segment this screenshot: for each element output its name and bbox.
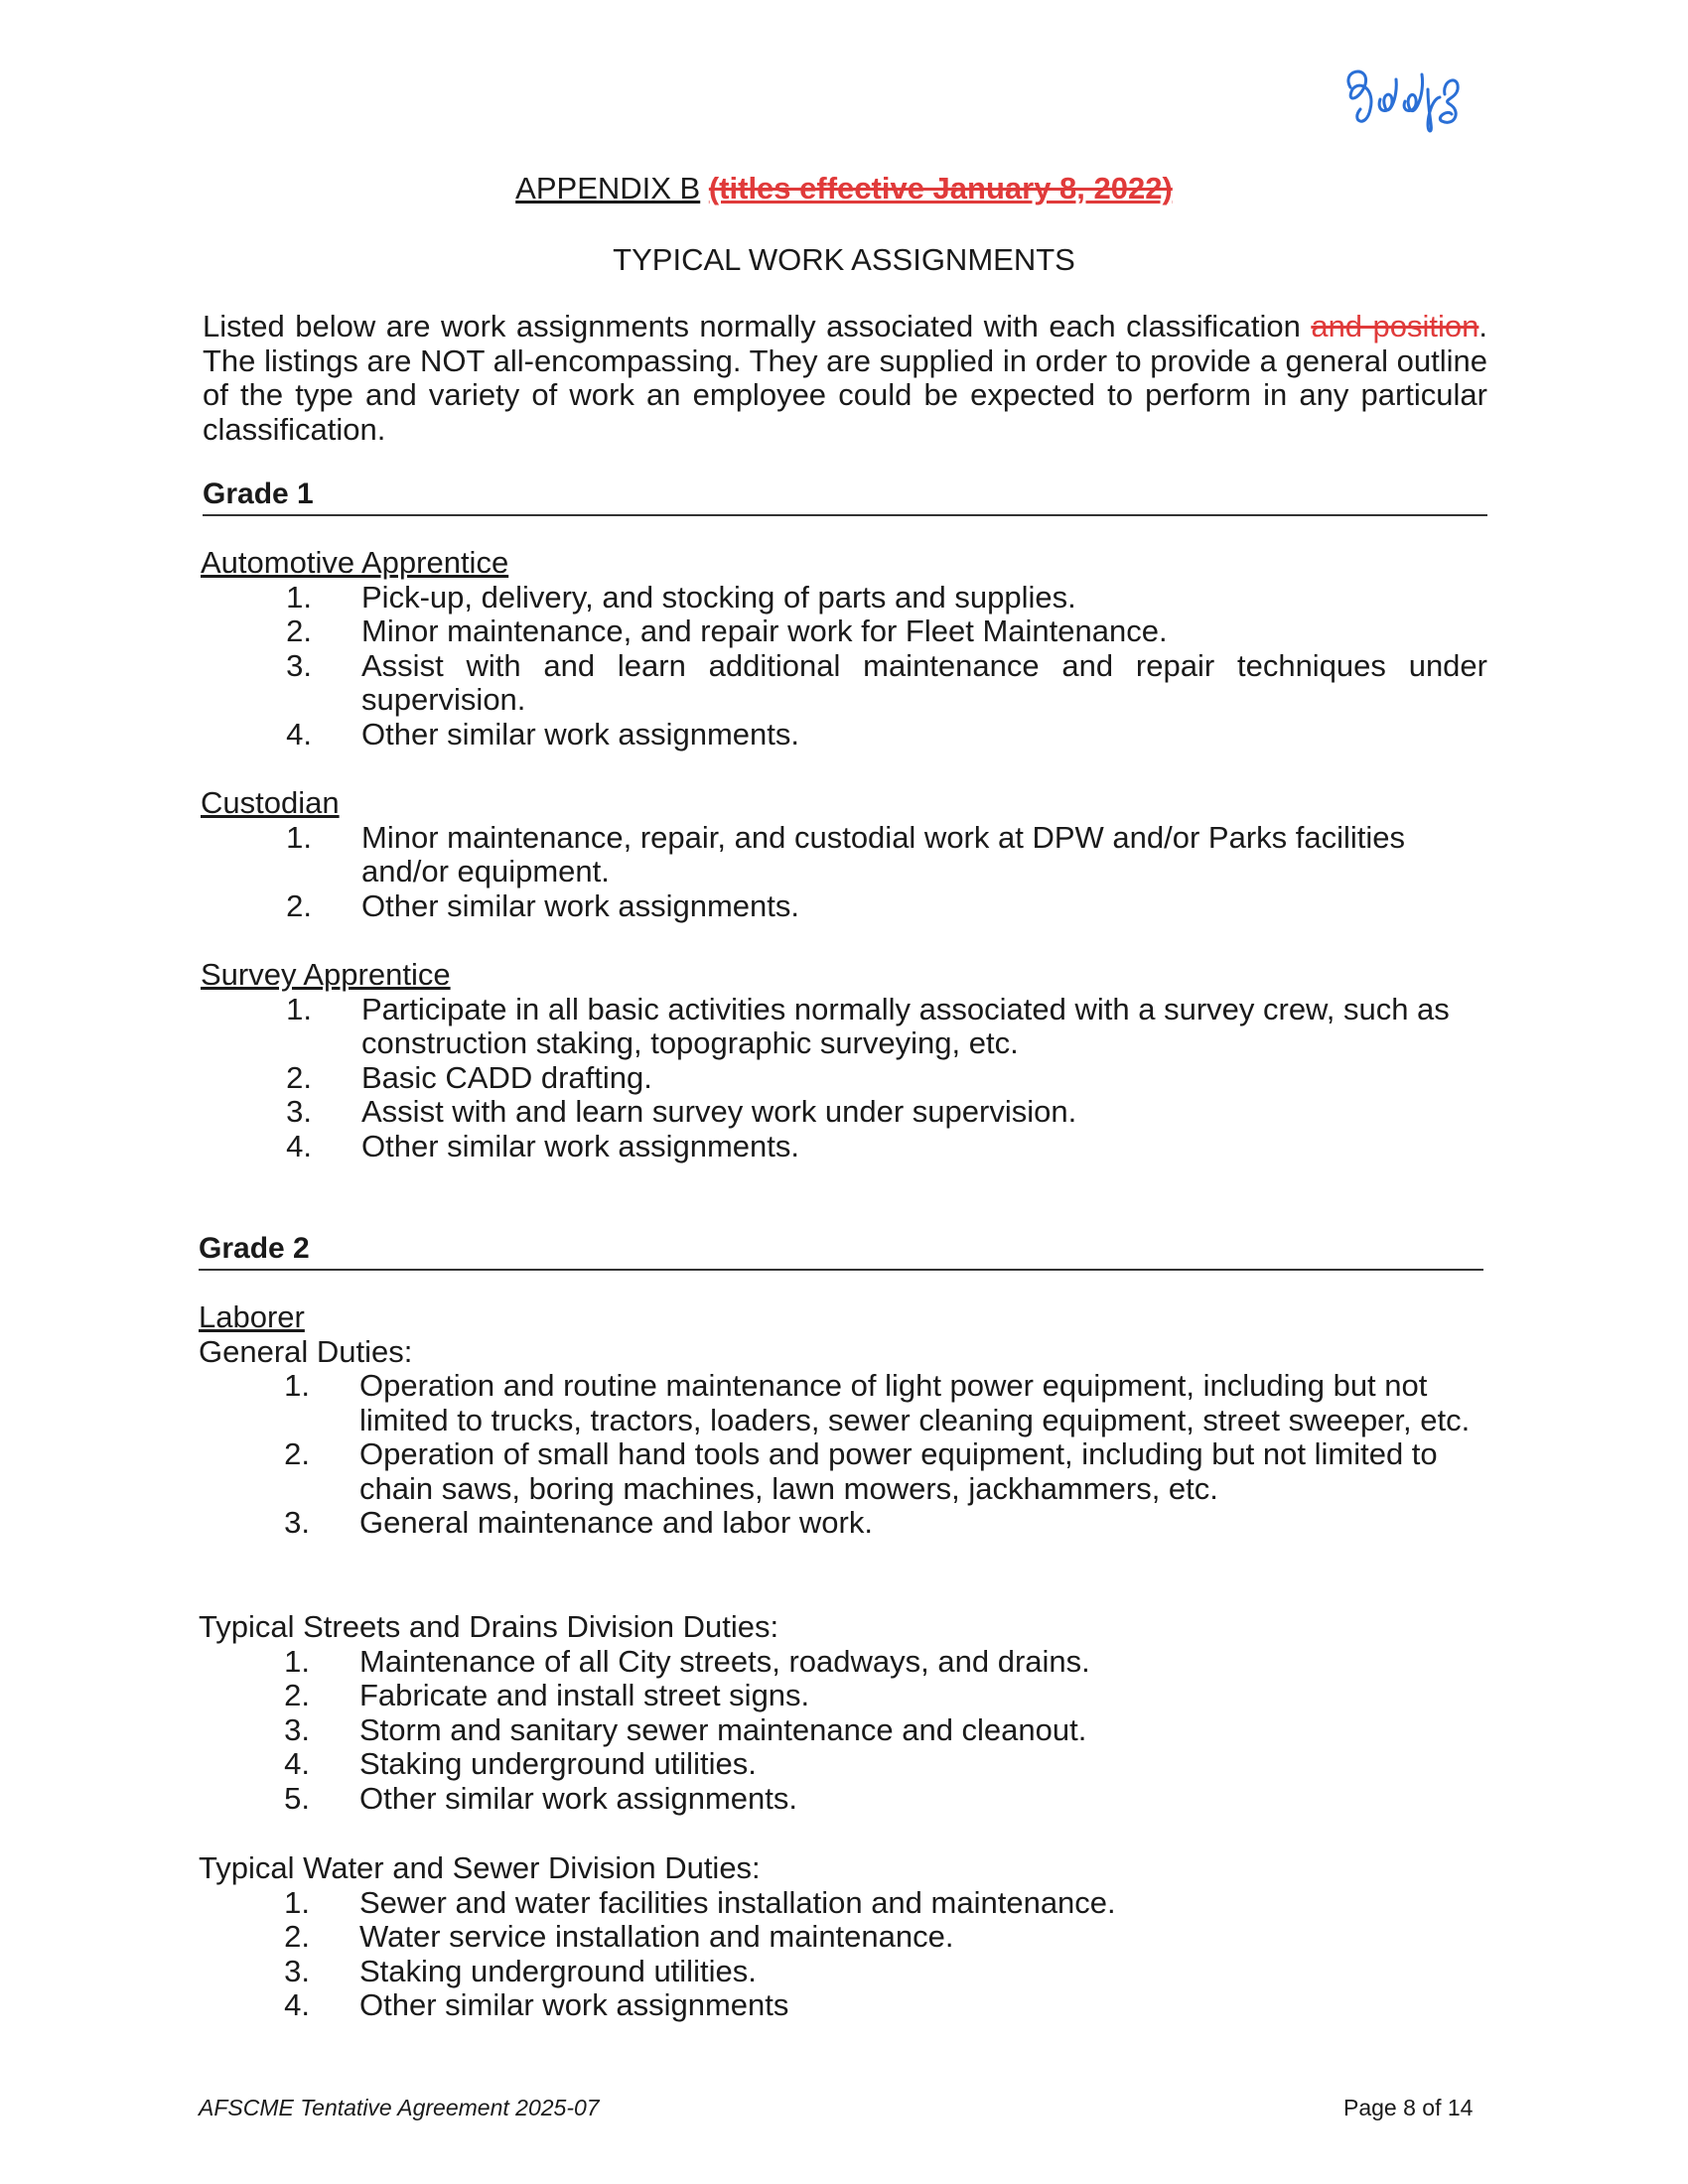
item-text: Minor maintenance, and repair work for Fleet Maintenance. — [361, 614, 1168, 648]
item-number: 3. — [286, 647, 312, 683]
appendix-title-struck: (titles effective January 8, 2022) — [708, 171, 1173, 205]
list-item — [201, 614, 1487, 649]
item-number: 2. — [284, 1919, 310, 1954]
item-text: General maintenance and labor work. — [359, 1505, 873, 1540]
automotive-apprentice-section — [201, 546, 1487, 751]
list-item — [201, 821, 1487, 889]
item-text: Other similar work assignments. — [361, 716, 800, 751]
item-text: Basic CADD drafting. — [361, 1059, 652, 1095]
intro-text-after: . The listings are NOT all-encompassing. They are supplied in order to provide a general outline of the type and variety of work an employee could be expected to perform in any particular classification. — [203, 309, 1488, 447]
item-number: 1. — [286, 819, 312, 855]
item-text: Staking underground utilities. — [359, 1746, 757, 1781]
item-number: 2. — [286, 887, 312, 923]
item-number: 5. — [284, 1780, 310, 1816]
streets-drains-label: Typical Streets and Drains Division Duties: — [199, 1609, 779, 1644]
appendix-title-main: APPENDIX B — [515, 171, 701, 205]
custodian-section — [201, 786, 1487, 923]
list-item — [201, 581, 1487, 615]
survey-apprentice-heading: Survey Apprentice — [201, 957, 451, 992]
item-text: Minor maintenance, repair, and custodial work at DPW and/or Parks facilities and/or equipment. — [361, 819, 1406, 888]
general-duties-list — [199, 1369, 1509, 1541]
intro-text-before: Listed below are work assignments normally associated with each classification — [203, 309, 1301, 343]
item-text: Other similar work assignments. — [359, 1780, 798, 1816]
item-text: Operation of small hand tools and power equipment, including but not limited to chain saws, boring machines, lawn mowers, jackhammers, etc. — [359, 1436, 1438, 1506]
list-item — [201, 889, 1487, 924]
item-text: Fabricate and install street signs. — [359, 1678, 810, 1712]
intro-paragraph — [203, 310, 1487, 447]
item-number: 4. — [284, 1987, 310, 2022]
list-item — [199, 1886, 1509, 1921]
item-number: 1. — [286, 579, 312, 614]
appendix-title — [0, 169, 1688, 208]
item-text: Water service installation and maintenance. — [359, 1919, 954, 1954]
item-text: Operation and routine maintenance of light power equipment, including but not limited to trucks, tractors, loaders, sewer cleaning equipment, street sweeper, etc. — [359, 1368, 1471, 1437]
custodian-heading: Custodian — [201, 785, 340, 820]
item-number: 4. — [286, 1128, 312, 1163]
item-text: Assist with and learn additional maintenance and repair techniques under supervision. — [361, 647, 1487, 717]
item-text: Other similar work assignments. — [361, 1128, 800, 1163]
item-number: 4. — [284, 1746, 310, 1781]
water-sewer-label: Typical Water and Sewer Division Duties: — [199, 1850, 761, 1885]
item-text: Maintenance of all City streets, roadways, and drains. — [359, 1643, 1090, 1679]
item-number: 1. — [284, 1643, 310, 1679]
general-duties-label: General Duties: — [199, 1333, 413, 1369]
item-text: Participate in all basic activities normally associated with a survey crew, such as construction staking, topographic surveying, etc. — [361, 991, 1450, 1060]
list-item — [201, 649, 1487, 718]
intro-text-struck: and position — [1311, 309, 1479, 343]
item-number: 3. — [286, 1094, 312, 1129]
page-subtitle: TYPICAL WORK ASSIGNMENTS — [613, 242, 1075, 277]
list-item — [199, 1988, 1509, 2023]
survey-apprentice-list — [201, 993, 1487, 1164]
item-number: 1. — [284, 1884, 310, 1920]
footer-agreement-label: AFSCME Tentative Agreement 2025-07 — [199, 2095, 600, 2120]
item-number: 1. — [284, 1368, 310, 1403]
list-item — [199, 1506, 1509, 1541]
item-number: 3. — [284, 1505, 310, 1540]
list-item — [201, 718, 1487, 752]
streets-drains-list — [199, 1645, 1509, 1817]
grade-2-header: Grade 2 — [199, 1231, 1483, 1271]
list-item — [199, 1713, 1509, 1748]
item-text: Other similar work assignments — [359, 1987, 789, 2022]
footer-page-number: Page 8 of 14 — [1343, 2095, 1474, 2120]
item-number: 1. — [286, 991, 312, 1026]
streets-drains-section — [199, 1610, 1509, 1816]
item-text: Other similar work assignments. — [361, 887, 800, 923]
list-item — [199, 1955, 1509, 1989]
water-sewer-section — [199, 1851, 1509, 2023]
item-number: 2. — [284, 1678, 310, 1712]
automotive-apprentice-list — [201, 581, 1487, 752]
list-item — [201, 1130, 1487, 1164]
list-item — [199, 1369, 1509, 1437]
list-item — [199, 1747, 1509, 1782]
list-item — [201, 993, 1487, 1061]
item-text: Sewer and water facilities installation and maintenance. — [359, 1884, 1116, 1920]
list-item — [199, 1679, 1509, 1713]
list-item — [201, 1061, 1487, 1096]
item-number: 2. — [286, 614, 312, 648]
item-text: Staking underground utilities. — [359, 1953, 757, 1988]
item-number: 3. — [284, 1953, 310, 1988]
survey-apprentice-section — [201, 958, 1487, 1163]
item-number: 2. — [284, 1436, 310, 1471]
laborer-heading: Laborer — [199, 1299, 305, 1334]
item-number: 2. — [286, 1059, 312, 1095]
list-item — [201, 1095, 1487, 1130]
water-sewer-list — [199, 1886, 1509, 2023]
list-item — [199, 1437, 1509, 1506]
handwritten-initials — [1331, 60, 1479, 134]
item-number: 4. — [286, 716, 312, 751]
list-item — [199, 1920, 1509, 1955]
laborer-section — [199, 1300, 1509, 1541]
item-number: 3. — [284, 1711, 310, 1747]
automotive-apprentice-heading: Automotive Apprentice — [201, 545, 509, 580]
item-text: Assist with and learn survey work under supervision. — [361, 1094, 1077, 1129]
custodian-list — [201, 821, 1487, 924]
list-item — [199, 1782, 1509, 1817]
item-text: Storm and sanitary sewer maintenance and cleanout. — [359, 1711, 1087, 1747]
grade-1-header: Grade 1 — [203, 477, 1487, 516]
list-item — [199, 1645, 1509, 1680]
item-text: Pick-up, delivery, and stocking of parts and supplies. — [361, 579, 1076, 614]
